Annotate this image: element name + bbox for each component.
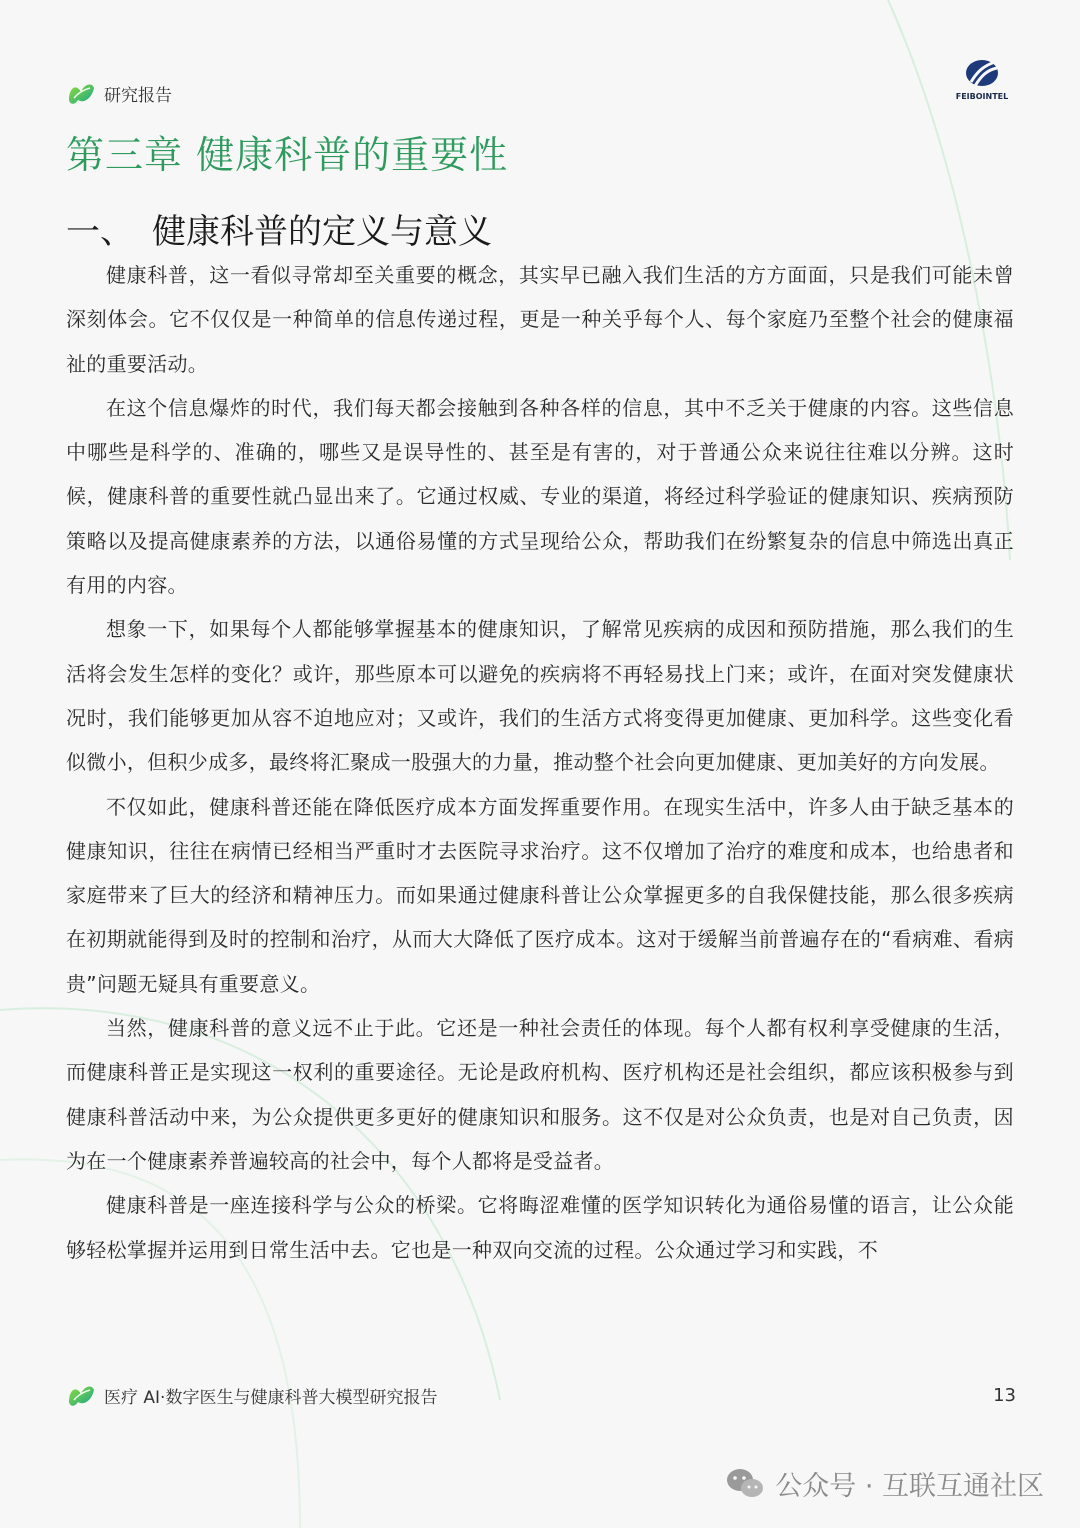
paragraph: 在这个信息爆炸的时代，我们每天都会接触到各种各样的信息，其中不乏关于健康的内容。这些信息中哪些是科学的、准确的，哪些又是误导性的、甚至是有害的，对于普通公众来说往往难以分辨。这时候，健康科普的重要性就凸显出来了。它通过权威、专业的渠道，将经过科学验证的健康知识、疾病预防策略以及提高健康素养的方法，以通俗易懂的方式呈现给公众，帮助我们在纷繁复杂的信息中筛选出真正有用的内容。 <box>66 395 1014 598</box>
paragraph: 不仅如此，健康科普还能在降低医疗成本方面发挥重要作用。在现实生活中，许多人由于缺乏基本的健康知识，往往在病情已经相当严重时才去医院寻求治疗。这不仅增加了治疗的难度和成本，也给患者和家庭带来了巨大的经济和精神压力。而如果通过健康科普让公众掌握更多的自我保健技能，那么很多疾病在初期就能得到及时的控制和治疗，从而大大降低了医疗成本。这对于缓解当前普遍存在的“看病难、看病贵”问题无疑具有重要意义。 <box>66 794 1014 996</box>
section-number: 一、 <box>66 212 134 252</box>
feibointel-logo-icon <box>963 58 1001 90</box>
report-header-tag <box>66 78 172 108</box>
paragraph: 当然，健康科普的意义远不止于此。它还是一种社会责任的体现。每个人都有权利享受健康的生活，而健康科普正是实现这一权利的重要途径。无论是政府机构、医疗机构还是社会组织，都应该积极参与到健康科普活动中来，为公众提供更多更好的健康知识和服务。这不仅是对公众负责，也是对自己负责，因为在一个健康素养普遍较高的社会中，每个人都将是受益者。 <box>66 1016 1014 1173</box>
leaf-logo-icon <box>66 78 96 108</box>
paragraph: 健康科普，这一看似寻常却至关重要的概念，其实早已融入我们生活的方方面面，只是我们可能未曾深刻体会。它不仅仅是一种简单的信息传递过程，更是一种关乎每个人、每个家庭乃至整个社会的健康福祉的重要活动。 <box>66 263 1014 376</box>
report-tag-text: 研究报告 <box>104 85 172 106</box>
body-text <box>66 253 1014 1272</box>
page-footer <box>66 1380 1016 1410</box>
paragraph: 健康科普是一座连接科学与公众的桥梁。它将晦涩难懂的医学知识转化为通俗易懂的语言，让公众能够轻松掌握并运用到日常生活中去。它也是一种双向交流的过程。公众通过学习和实践，不 <box>66 1193 1014 1262</box>
paragraph: 想象一下，如果每个人都能够掌握基本的健康知识，了解常见疾病的成因和预防措施，那么我们的生活将会发生怎样的变化？或许，那些原本可以避免的疾病将不再轻易找上门来；或许，在面对突发健康状况时，我们能够更加从容不迫地应对；又或许，我们的生活方式将变得更加健康、更加科学。这些变化看似微小，但积少成多，最终将汇聚成一股强大的力量，推动整个社会向更加健康、更加美好的方向发展。 <box>66 617 1014 775</box>
chapter-title: 第三章 健康科普的重要性 <box>66 133 509 177</box>
footer-report-title: 医疗 AI·数字医生与健康科普大模型研究报告 <box>104 1387 438 1408</box>
company-brand-name: FEIBOINTEL <box>955 92 1009 101</box>
wechat-icon <box>725 1467 765 1501</box>
watermark-text: 公众号 · 互联互通社区 <box>775 1471 1044 1502</box>
wechat-watermark <box>725 1464 1044 1503</box>
leaf-logo-icon <box>66 1380 96 1410</box>
company-logo <box>954 58 1010 101</box>
section-title: 健康科普的定义与意义 <box>152 212 492 252</box>
page-number: 13 <box>993 1384 1016 1406</box>
section-heading <box>66 204 492 253</box>
